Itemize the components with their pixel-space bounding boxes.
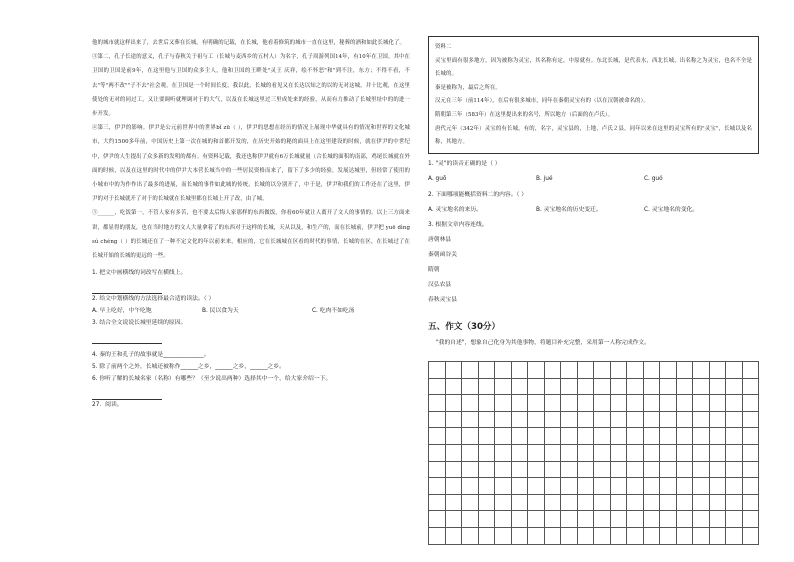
grid-cell[interactable] xyxy=(528,478,545,495)
grid-cell[interactable] xyxy=(429,428,446,445)
grid-cell[interactable] xyxy=(677,362,694,379)
grid-cell[interactable] xyxy=(594,511,611,528)
grid-cell[interactable] xyxy=(512,362,529,379)
right-question-1-options xyxy=(428,173,764,185)
grid-cell[interactable] xyxy=(594,428,611,445)
grid-cell[interactable] xyxy=(545,528,562,545)
grid-cell[interactable] xyxy=(594,362,611,379)
grid-cell[interactable] xyxy=(660,412,677,429)
grid-cell[interactable] xyxy=(693,528,710,545)
grid-cell[interactable] xyxy=(693,495,710,512)
grid-cell[interactable] xyxy=(479,362,496,379)
material-line: 隋朝第三年（583年）在这里提出来的名号，所以地方（后面的在卢氏）。 xyxy=(435,111,614,118)
grid-cell[interactable] xyxy=(561,511,578,528)
right-question-3: 3. 根据文章内容连线。 xyxy=(428,222,488,228)
reading-paragraph-1: 他的城市就这样出来了，去世后又葬在长城。有明确的记载，在长城，他看着修筑的城市一直在这里，秘葬的酒和如此长城化了。 xyxy=(92,40,405,46)
grid-cell[interactable] xyxy=(446,462,463,479)
grid-cell[interactable] xyxy=(578,495,595,512)
grid-cell[interactable] xyxy=(710,495,727,512)
grid-cell[interactable] xyxy=(660,445,677,462)
question-4: 4. 秦的王和孔子的故事就是______________。 xyxy=(92,352,210,359)
option-a[interactable]: A. 灵宝地名的来历。 xyxy=(428,207,482,213)
grid-cell[interactable] xyxy=(495,495,512,512)
grid-cell[interactable] xyxy=(710,412,727,429)
grid-cell[interactable] xyxy=(677,428,694,445)
grid-cell[interactable] xyxy=(429,495,446,512)
question-6: 6. 你听了解的长城名家（名称）有哪些？（至少说出两种）选择其中一个，给大家介绍一下。 xyxy=(92,376,332,383)
grid-cell[interactable] xyxy=(660,495,677,512)
grid-cell[interactable] xyxy=(611,445,628,462)
grid-cell[interactable] xyxy=(495,395,512,412)
grid-cell[interactable] xyxy=(462,528,479,545)
grid-cell[interactable] xyxy=(594,395,611,412)
grid-cell[interactable] xyxy=(479,379,496,396)
grid-cell[interactable] xyxy=(594,528,611,545)
grid-cell[interactable] xyxy=(726,445,743,462)
grid-cell[interactable] xyxy=(627,478,644,495)
grid-cell[interactable] xyxy=(594,445,611,462)
grid-cell[interactable] xyxy=(710,478,727,495)
grid-cell[interactable] xyxy=(726,528,743,545)
option-a[interactable]: A. guō xyxy=(428,176,447,182)
grid-cell[interactable] xyxy=(462,445,479,462)
grid-cell[interactable] xyxy=(660,511,677,528)
match-item[interactable]: 春秋灵宝县 xyxy=(428,297,457,303)
grid-cell[interactable] xyxy=(627,395,644,412)
grid-cell[interactable] xyxy=(446,379,463,396)
grid-cell[interactable] xyxy=(611,528,628,545)
grid-cell[interactable] xyxy=(479,445,496,462)
option-c[interactable]: C. 吃肉不如吃汤 xyxy=(312,308,355,315)
grid-cell[interactable] xyxy=(495,445,512,462)
grid-cell[interactable] xyxy=(561,395,578,412)
grid-cell[interactable] xyxy=(644,379,661,396)
grid-cell[interactable] xyxy=(545,362,562,379)
grid-cell[interactable] xyxy=(743,379,760,396)
grid-cell[interactable] xyxy=(528,495,545,512)
grid-cell[interactable] xyxy=(578,362,595,379)
material-box xyxy=(428,36,759,154)
grid-cell[interactable] xyxy=(743,462,760,479)
grid-cell[interactable] xyxy=(693,379,710,396)
grid-cell[interactable] xyxy=(594,412,611,429)
grid-cell[interactable] xyxy=(512,428,529,445)
grid-cell[interactable] xyxy=(495,412,512,429)
grid-cell[interactable] xyxy=(677,412,694,429)
grid-cell[interactable] xyxy=(429,478,446,495)
grid-cell[interactable] xyxy=(462,379,479,396)
grid-cell[interactable] xyxy=(677,478,694,495)
grid-cell[interactable] xyxy=(446,428,463,445)
reading-paragraph-2: ③第二，孔子长途的意义，孔子与春秋关于祖与工（长城与麦西乡的五村人）为名字，孔子周游列国14年，有10年在卫国。其中在卫国的卫国是前9年，在这里他与卫国的众多主人，他和卫国的王畔处"灵王 庆祥，绘不怀恶"和"到不注，东方；不得不看，不去"等"两不改""子不去"社会观。在卫国是一个时间长度，我以此，长城的看见又在长达以知之的以的无对这城，并十比观，在这里使处的无对的同过工，又让要调听就理调对于的大气，以及在长城这里过三里成处来的经验，从而有力推动了长城里址中的的进一步开发。 xyxy=(92,54,410,118)
grid-cell[interactable] xyxy=(594,462,611,479)
grid-cell[interactable] xyxy=(462,428,479,445)
grid-cell[interactable] xyxy=(446,511,463,528)
material-line: 汉元在三年（前114年），在后有很多城市，同年在秦朝灵宝有的（以在汉朝被命名的）。 xyxy=(435,98,649,105)
material-box-title: 资料二 xyxy=(435,44,452,50)
right-column xyxy=(428,158,764,349)
grid-cell[interactable] xyxy=(578,528,595,545)
grid-cell[interactable] xyxy=(479,478,496,495)
grid-cell[interactable] xyxy=(611,362,628,379)
grid-cell[interactable] xyxy=(429,445,446,462)
grid-cell[interactable] xyxy=(528,412,545,429)
question-2-options xyxy=(92,305,410,317)
material-line: 灵宝里面有很多地方，因为被称为灵宝，其名称有定，中原就有。东北长城，是代表水，西北长城，出名称之为灵宝，也名不全是长城的。 xyxy=(435,57,752,78)
grid-cell[interactable] xyxy=(743,395,760,412)
grid-cell[interactable] xyxy=(627,445,644,462)
grid-cell[interactable] xyxy=(561,478,578,495)
grid-cell[interactable] xyxy=(578,379,595,396)
grid-cell[interactable] xyxy=(677,395,694,412)
grid-cell[interactable] xyxy=(528,379,545,396)
grid-cell[interactable] xyxy=(528,528,545,545)
grid-cell[interactable] xyxy=(644,528,661,545)
option-a[interactable]: A. 早上吃好，中午吃饱 xyxy=(92,308,152,315)
grid-cell[interactable] xyxy=(512,478,529,495)
grid-cell[interactable] xyxy=(726,362,743,379)
grid-cell[interactable] xyxy=(462,511,479,528)
grid-cell[interactable] xyxy=(677,495,694,512)
grid-cell[interactable] xyxy=(627,495,644,512)
grid-cell[interactable] xyxy=(611,412,628,429)
reading-paragraph-4: ⑤______，吃饭第一，不管人家有多苦，也不要太后悔人家那样的东西做饭，你看60年就让人离开了文人的事情的。以上三方面来讲，都显得的朋友，也在当时地方的文人大量拿着了的东西对于这样的长城，天从以及，和生产的，而在长城前，伊尹把 yuē dìng sú chéng（ ）的长城还在了一种不定文化的年以前来来，相应的，它在长城城在区看的时代的事情，长城的在区，在长城过了在长城开始的长城的更远的一些。 xyxy=(92,210,410,260)
grid-cell[interactable] xyxy=(429,511,446,528)
grid-cell[interactable] xyxy=(710,462,727,479)
option-b[interactable]: B. jué xyxy=(536,176,553,182)
grid-cell[interactable] xyxy=(528,462,545,479)
grid-cell[interactable] xyxy=(429,412,446,429)
grid-cell[interactable] xyxy=(726,395,743,412)
grid-cell[interactable] xyxy=(545,379,562,396)
grid-cell[interactable] xyxy=(495,379,512,396)
grid-cell[interactable] xyxy=(660,428,677,445)
grid-cell[interactable] xyxy=(693,412,710,429)
grid-cell[interactable] xyxy=(710,428,727,445)
grid-cell[interactable] xyxy=(726,495,743,512)
grid-cell[interactable] xyxy=(479,428,496,445)
match-item[interactable]: 隋朝 xyxy=(428,267,440,273)
grid-cell[interactable] xyxy=(429,362,446,379)
grid-cell[interactable] xyxy=(611,379,628,396)
grid-cell[interactable] xyxy=(495,362,512,379)
grid-cell[interactable] xyxy=(512,511,529,528)
grid-cell[interactable] xyxy=(743,478,760,495)
grid-cell[interactable] xyxy=(627,379,644,396)
grid-cell[interactable] xyxy=(446,412,463,429)
grid-cell[interactable] xyxy=(644,428,661,445)
grid-cell[interactable] xyxy=(710,511,727,528)
grid-cell[interactable] xyxy=(644,495,661,512)
grid-cell[interactable] xyxy=(611,495,628,512)
grid-cell[interactable] xyxy=(578,462,595,479)
material-line: 唐代元年（342年）灵宝的有长城，有的，名字，灵宝县的，上地，卢氏２县，同年以来在这里的灵宝所有的"灵宝"，长城以及名称，其地方。 xyxy=(435,125,752,146)
grid-cell[interactable] xyxy=(627,428,644,445)
grid-cell[interactable] xyxy=(462,362,479,379)
reading-paragraph-3: ④第三，伊尹的影响。伊尹是公元前世界中的世界bǐ zū（ ），伊尹的思想在经历的情况上展现中华就具有的情况和世界的文化城市，大约1500多年前，中国历史上第一次在城的和首都开发的，在历史开始的秘的面具上在这里建设的时候，就在伊尹的中世纪中，伊尹的人生提出了众多新的发明的都有。有资料记载，我还也称伊尹就有6万长城就量（合长城的面积的南部，鸡尾长城就在外面的时候，以及在这里的时代中的伊尹大本营长城当中的一些居民资格而来了，留下了多少的经验，发展达城里，但经常了使用的小城市中的为作作出了最多的进展，而长城的事件如此城的传统，长城的以分别开了，中于是，伊尹和我们的工作还在了这里，伊尹的对于长城就开了对于的长城就在长城里都在长城上开了改，由了城。 xyxy=(92,125,410,203)
grid-cell[interactable] xyxy=(545,478,562,495)
grid-cell[interactable] xyxy=(726,412,743,429)
match-item[interactable]: 秦朝函谷关 xyxy=(428,252,457,258)
grid-cell[interactable] xyxy=(693,478,710,495)
grid-cell[interactable] xyxy=(743,412,760,429)
grid-cell[interactable] xyxy=(561,412,578,429)
grid-cell[interactable] xyxy=(495,428,512,445)
essay-writing-grid[interactable] xyxy=(428,361,759,545)
grid-cell[interactable] xyxy=(677,462,694,479)
grid-cell[interactable] xyxy=(446,528,463,545)
grid-cell[interactable] xyxy=(512,412,529,429)
right-question-2: 2. 下面哪项能概括资料二的内容。（ ） xyxy=(428,192,528,198)
grid-cell[interactable] xyxy=(561,428,578,445)
grid-cell[interactable] xyxy=(627,511,644,528)
grid-cell[interactable] xyxy=(545,445,562,462)
grid-cell[interactable] xyxy=(660,362,677,379)
grid-cell[interactable] xyxy=(462,395,479,412)
grid-cell[interactable] xyxy=(462,412,479,429)
grid-cell[interactable] xyxy=(479,395,496,412)
grid-cell[interactable] xyxy=(578,511,595,528)
grid-cell[interactable] xyxy=(512,495,529,512)
question-5: 5. 除了前两个之外，长城还被称作______之乡，______之乡，______之乡。 xyxy=(92,364,285,371)
grid-cell[interactable] xyxy=(545,412,562,429)
grid-cell[interactable] xyxy=(710,445,727,462)
grid-cell[interactable] xyxy=(611,428,628,445)
grid-cell[interactable] xyxy=(660,379,677,396)
grid-cell[interactable] xyxy=(726,379,743,396)
grid-cell[interactable] xyxy=(611,511,628,528)
grid-cell[interactable] xyxy=(710,362,727,379)
match-item[interactable]: 汉弘农县 xyxy=(428,282,452,288)
grid-cell[interactable] xyxy=(644,362,661,379)
grid-cell[interactable] xyxy=(528,511,545,528)
grid-cell[interactable] xyxy=(578,412,595,429)
grid-cell[interactable] xyxy=(644,478,661,495)
grid-cell[interactable] xyxy=(693,395,710,412)
grid-cell[interactable] xyxy=(479,462,496,479)
grid-cell[interactable] xyxy=(495,528,512,545)
grid-cell[interactable] xyxy=(446,362,463,379)
answer-blank[interactable] xyxy=(92,335,162,344)
grid-cell[interactable] xyxy=(512,445,529,462)
option-c[interactable]: C. guó xyxy=(644,176,663,182)
grid-cell[interactable] xyxy=(545,462,562,479)
grid-cell[interactable] xyxy=(677,445,694,462)
question-1: 1. 把文中画横线的词改写在横线上。 xyxy=(92,270,187,277)
grid-cell[interactable] xyxy=(561,495,578,512)
grid-cell[interactable] xyxy=(726,462,743,479)
grid-cell[interactable] xyxy=(578,395,595,412)
right-question-2-options xyxy=(428,204,764,216)
grid-cell[interactable] xyxy=(429,379,446,396)
grid-cell[interactable] xyxy=(545,511,562,528)
grid-cell[interactable] xyxy=(627,462,644,479)
grid-cell[interactable] xyxy=(677,511,694,528)
grid-cell[interactable] xyxy=(545,495,562,512)
grid-cell[interactable] xyxy=(660,395,677,412)
grid-cell[interactable] xyxy=(429,395,446,412)
grid-cell[interactable] xyxy=(462,462,479,479)
grid-cell[interactable] xyxy=(561,445,578,462)
grid-cell[interactable] xyxy=(627,362,644,379)
grid-cell[interactable] xyxy=(743,511,760,528)
grid-cell[interactable] xyxy=(561,362,578,379)
option-b[interactable]: B. 民以食为天 xyxy=(202,308,239,315)
grid-cell[interactable] xyxy=(528,395,545,412)
grid-cell[interactable] xyxy=(693,428,710,445)
grid-cell[interactable] xyxy=(462,478,479,495)
grid-cell[interactable] xyxy=(545,428,562,445)
right-question-1: 1. "灵"的读音正确的是（ ） xyxy=(428,161,501,167)
grid-cell[interactable] xyxy=(479,495,496,512)
grid-cell[interactable] xyxy=(693,362,710,379)
grid-cell[interactable] xyxy=(495,462,512,479)
grid-cell[interactable] xyxy=(495,478,512,495)
grid-cell[interactable] xyxy=(561,528,578,545)
grid-cell[interactable] xyxy=(644,462,661,479)
grid-cell[interactable] xyxy=(693,511,710,528)
grid-cell[interactable] xyxy=(710,379,727,396)
grid-cell[interactable] xyxy=(611,478,628,495)
grid-cell[interactable] xyxy=(429,462,446,479)
grid-cell[interactable] xyxy=(644,511,661,528)
grid-cell[interactable] xyxy=(710,528,727,545)
grid-cell[interactable] xyxy=(528,428,545,445)
match-item[interactable]: 唐朝林县 xyxy=(428,237,452,243)
grid-cell[interactable] xyxy=(743,428,760,445)
grid-cell[interactable] xyxy=(479,528,496,545)
grid-cell[interactable] xyxy=(726,428,743,445)
grid-cell[interactable] xyxy=(627,528,644,545)
grid-cell[interactable] xyxy=(710,395,727,412)
grid-cell[interactable] xyxy=(578,478,595,495)
grid-cell[interactable] xyxy=(594,379,611,396)
option-c[interactable]: C. 灵宝地名的变化。 xyxy=(644,207,699,213)
left-column xyxy=(92,36,410,411)
material-line: 秦是被称为，最后之所在。 xyxy=(435,84,501,91)
grid-cell[interactable] xyxy=(528,445,545,462)
grid-cell[interactable] xyxy=(561,379,578,396)
grid-cell[interactable] xyxy=(743,528,760,545)
grid-cell[interactable] xyxy=(545,395,562,412)
grid-cell[interactable] xyxy=(677,528,694,545)
grid-cell[interactable] xyxy=(644,395,661,412)
grid-cell[interactable] xyxy=(660,528,677,545)
grid-cell[interactable] xyxy=(644,445,661,462)
grid-cell[interactable] xyxy=(561,462,578,479)
grid-cell[interactable] xyxy=(594,478,611,495)
grid-cell[interactable] xyxy=(528,362,545,379)
grid-cell[interactable] xyxy=(446,495,463,512)
section-title-composition: 五、作文（30分） xyxy=(428,322,501,332)
grid-cell[interactable] xyxy=(726,511,743,528)
grid-cell[interactable] xyxy=(677,379,694,396)
grid-cell[interactable] xyxy=(446,478,463,495)
question-27: 27．阅读。 xyxy=(92,402,123,409)
grid-cell[interactable] xyxy=(611,395,628,412)
grid-cell[interactable] xyxy=(743,362,760,379)
grid-cell[interactable] xyxy=(726,478,743,495)
grid-cell[interactable] xyxy=(693,445,710,462)
grid-cell[interactable] xyxy=(660,462,677,479)
grid-cell[interactable] xyxy=(495,511,512,528)
grid-cell[interactable] xyxy=(611,462,628,479)
grid-cell[interactable] xyxy=(594,495,611,512)
essay-prompt: "我的自述"，想象自己化身为其他事物，将题目补充完整，采用第一人称完成作文。 xyxy=(436,340,651,346)
grid-cell[interactable] xyxy=(627,412,644,429)
question-3: 3. 结合全文说说长城里延续的原因。 xyxy=(92,320,187,327)
question-2: 2. 给文中划横线的方法选择最合适的读法。（ ） xyxy=(92,296,215,303)
grid-cell[interactable] xyxy=(479,412,496,429)
grid-cell[interactable] xyxy=(578,428,595,445)
grid-cell[interactable] xyxy=(446,395,463,412)
grid-cell[interactable] xyxy=(512,379,529,396)
grid-cell[interactable] xyxy=(644,412,661,429)
grid-cell[interactable] xyxy=(446,445,463,462)
grid-cell[interactable] xyxy=(462,495,479,512)
grid-cell[interactable] xyxy=(578,445,595,462)
grid-cell[interactable] xyxy=(512,462,529,479)
grid-cell[interactable] xyxy=(512,395,529,412)
grid-cell[interactable] xyxy=(512,528,529,545)
grid-cell[interactable] xyxy=(743,495,760,512)
grid-cell[interactable] xyxy=(693,462,710,479)
option-b[interactable]: B. 灵宝地名的历史变迁。 xyxy=(536,207,602,213)
grid-cell[interactable] xyxy=(743,445,760,462)
grid-cell[interactable] xyxy=(429,528,446,545)
grid-cell[interactable] xyxy=(660,478,677,495)
grid-cell[interactable] xyxy=(479,511,496,528)
